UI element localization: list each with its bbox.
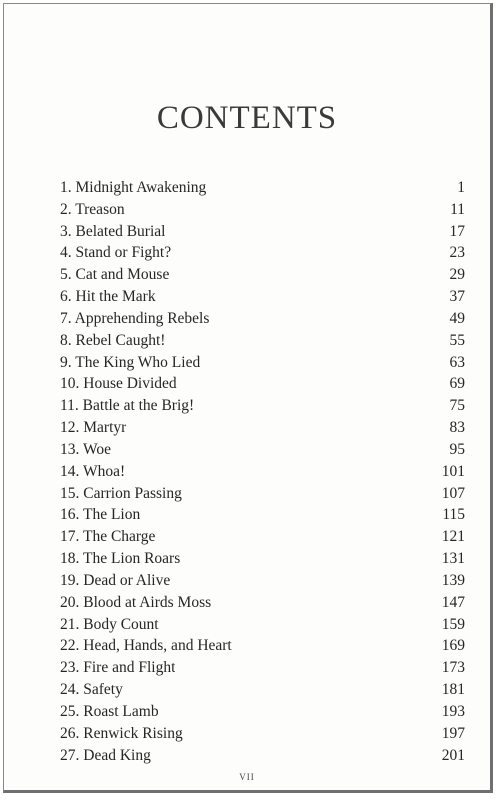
chapter-title: 21. Body Count xyxy=(60,615,159,633)
chapter-page-number: 55 xyxy=(449,331,465,349)
toc-entry xyxy=(60,526,465,548)
chapter-page-number: 37 xyxy=(449,288,465,306)
toc-entry xyxy=(60,264,465,286)
chapter-page-number: 75 xyxy=(449,397,465,415)
toc-entry xyxy=(60,635,465,657)
chapter-page-number: 197 xyxy=(441,724,465,742)
book-page xyxy=(3,3,493,793)
toc-entry xyxy=(60,548,465,570)
chapter-title: 19. Dead or Alive xyxy=(60,571,171,589)
chapter-page-number: 17 xyxy=(449,222,465,240)
chapter-title: 12. Martyr xyxy=(60,419,127,437)
page-title: CONTENTS xyxy=(156,100,338,136)
toc-entry xyxy=(60,286,465,308)
chapter-page-number: 101 xyxy=(441,462,465,480)
chapter-page-number: 169 xyxy=(441,637,465,655)
chapter-page-number: 29 xyxy=(449,266,465,284)
chapter-title: 11. Battle at the Brig! xyxy=(60,397,195,415)
toc-entry xyxy=(60,330,465,352)
chapter-title: 27. Dead King xyxy=(60,746,151,764)
chapter-title: 8. Rebel Caught! xyxy=(60,331,166,349)
chapter-title: 20. Blood at Airds Moss xyxy=(60,593,212,611)
chapter-title: 7. Apprehending Rebels xyxy=(60,309,210,327)
chapter-title: 2. Treason xyxy=(60,200,125,218)
toc-entry xyxy=(60,570,465,592)
toc-entry xyxy=(60,461,465,483)
chapter-page-number: 121 xyxy=(441,528,465,546)
chapter-title: 18. The Lion Roars xyxy=(60,550,181,568)
toc-entry xyxy=(60,701,465,723)
toc-entry xyxy=(60,439,465,461)
chapter-page-number: 69 xyxy=(449,375,465,393)
toc-entry xyxy=(60,504,465,526)
chapter-page-number: 95 xyxy=(449,440,465,458)
toc-entry xyxy=(60,242,465,264)
chapter-title: 24. Safety xyxy=(60,681,123,699)
chapter-page-number: 201 xyxy=(441,746,465,764)
chapter-title: 3. Belated Burial xyxy=(60,222,166,240)
chapter-page-number: 159 xyxy=(441,615,465,633)
toc-entry xyxy=(60,745,465,767)
toc-entry xyxy=(60,352,465,374)
toc-entry xyxy=(60,373,465,395)
chapter-title: 14. Whoa! xyxy=(60,462,126,480)
chapter-page-number: 173 xyxy=(441,659,465,677)
toc-entry xyxy=(60,483,465,505)
chapter-title: 22. Head, Hands, and Heart xyxy=(60,637,232,655)
chapter-page-number: 49 xyxy=(449,309,465,327)
chapter-page-number: 11 xyxy=(450,200,465,218)
toc-entry xyxy=(60,177,465,199)
chapter-page-number: 131 xyxy=(441,550,465,568)
chapter-title: 23. Fire and Flight xyxy=(60,659,176,677)
chapter-page-number: 193 xyxy=(441,702,465,720)
toc-entry xyxy=(60,199,465,221)
chapter-page-number: 107 xyxy=(441,484,465,502)
chapter-page-number: 181 xyxy=(441,681,465,699)
chapter-title: 10. House Divided xyxy=(60,375,177,393)
chapter-title: 17. The Charge xyxy=(60,528,156,546)
toc-entry xyxy=(60,723,465,745)
toc-entry xyxy=(60,614,465,636)
page-number: VII xyxy=(239,772,255,782)
table-of-contents xyxy=(60,177,465,766)
chapter-title: 6. Hit the Mark xyxy=(60,288,156,306)
chapter-page-number: 23 xyxy=(449,244,465,262)
chapter-page-number: 63 xyxy=(449,353,465,371)
chapter-page-number: 1 xyxy=(457,179,465,196)
toc-entry xyxy=(60,592,465,614)
chapter-page-number: 115 xyxy=(442,506,465,524)
chapter-title: 13. Woe xyxy=(60,440,111,458)
toc-entry xyxy=(60,395,465,417)
chapter-title: 16. The Lion xyxy=(60,506,141,524)
chapter-title: 4. Stand or Fight? xyxy=(60,244,172,262)
chapter-page-number: 147 xyxy=(441,593,465,611)
toc-entry xyxy=(60,221,465,243)
chapter-title: 9. The King Who Lied xyxy=(60,353,201,371)
toc-entry xyxy=(60,657,465,679)
chapter-title: 26. Renwick Rising xyxy=(60,724,183,742)
chapter-title: 25. Roast Lamb xyxy=(60,702,159,720)
chapter-title: 15. Carrion Passing xyxy=(60,484,182,502)
toc-entry xyxy=(60,679,465,701)
toc-entry xyxy=(60,308,465,330)
chapter-page-number: 139 xyxy=(441,571,465,589)
chapter-title: 1. Midnight Awakening xyxy=(60,179,207,196)
toc-entry xyxy=(60,417,465,439)
chapter-page-number: 83 xyxy=(449,419,465,437)
chapter-title: 5. Cat and Mouse xyxy=(60,266,170,284)
